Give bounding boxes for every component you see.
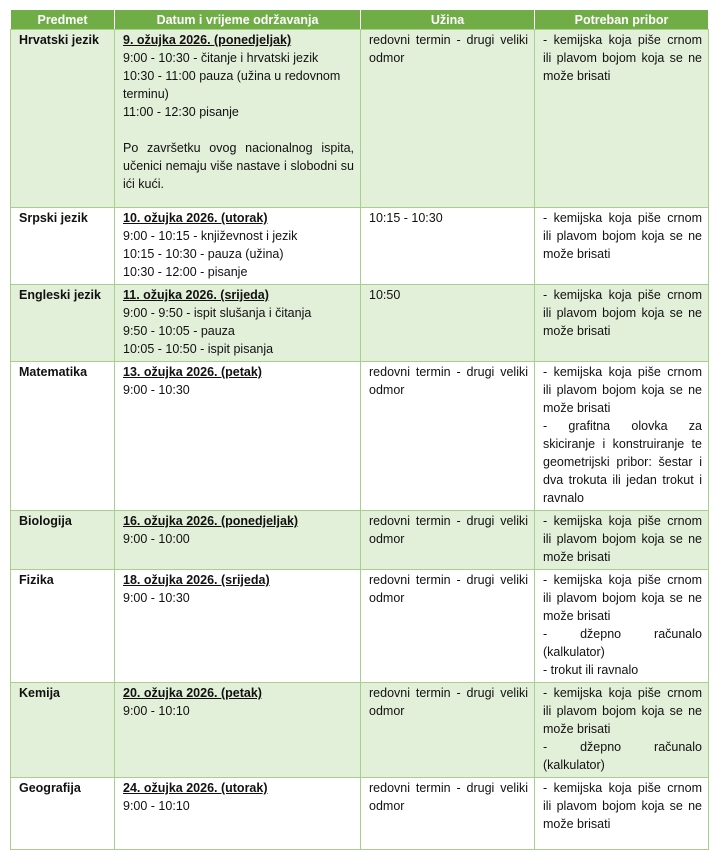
time-slot: 9:00 - 10:30: [123, 383, 190, 397]
lunch-cell: redovni termin - drugi veliki odmor: [361, 511, 535, 570]
table-row: [11, 30, 709, 208]
supplies-cell: [535, 778, 709, 850]
supply-item: - kemijska koja piše crnom ili plavom bojom koja se ne može brisati: [543, 33, 702, 83]
datetime-cell: [115, 570, 361, 683]
supply-item: - kemijska koja piše crnom ili plavom bojom koja se ne može brisati: [543, 686, 702, 736]
table-row: [11, 683, 709, 778]
time-slot: 9:00 - 10:15 - književnost i jezik: [123, 229, 298, 243]
exam-date: 18. ožujka 2026. (srijeda): [123, 573, 270, 587]
supply-item: - kemijska koja piše crnom ili plavom bojom koja se ne može brisati: [543, 211, 702, 261]
header-lunch: Užina: [361, 10, 535, 30]
supplies-cell: [535, 285, 709, 362]
datetime-cell: [115, 778, 361, 850]
time-slot: 9:50 - 10:05 - pauza: [123, 324, 235, 338]
table-row: [11, 778, 709, 850]
supply-item: - kemijska koja piše crnom ili plavom bojom koja se ne može brisati: [543, 573, 702, 623]
subject-cell: Fizika: [11, 570, 115, 683]
datetime-cell: [115, 683, 361, 778]
table-row: [11, 570, 709, 683]
header-supplies: Potreban pribor: [535, 10, 709, 30]
supplies-cell: [535, 683, 709, 778]
datetime-cell: [115, 511, 361, 570]
header-subject: Predmet: [11, 10, 115, 30]
supplies-cell: [535, 570, 709, 683]
datetime-cell: [115, 208, 361, 285]
exam-date: 10. ožujka 2026. (utorak): [123, 211, 268, 225]
time-slot: 10:30 - 11:00 pauza (užina u redovnom terminu): [123, 69, 341, 101]
lunch-cell: 10:15 - 10:30: [361, 208, 535, 285]
time-slot: 10:05 - 10:50 - ispit pisanja: [123, 342, 274, 356]
supply-item: - trokut ili ravnalo: [543, 663, 639, 677]
time-slot: 9:00 - 10:30 - čitanje i hrvatski jezik: [123, 51, 319, 65]
subject-cell: Biologija: [11, 511, 115, 570]
header-datetime: Datum i vrijeme održavanja: [115, 10, 361, 30]
supplies-cell: [535, 30, 709, 208]
time-slot: 9:00 - 10:10: [123, 799, 190, 813]
supplies-cell: [535, 208, 709, 285]
subject-cell: Matematika: [11, 362, 115, 511]
lunch-cell: redovni termin - drugi veliki odmor: [361, 30, 535, 208]
time-slot: 9:00 - 10:00: [123, 532, 190, 546]
time-slot: 11:00 - 12:30 pisanje: [123, 105, 239, 119]
exam-date: 16. ožujka 2026. (ponedjeljak): [123, 514, 299, 528]
supply-item: - kemijska koja piše crnom ili plavom bojom koja se ne može brisati: [543, 288, 702, 338]
supplies-cell: [535, 362, 709, 511]
exam-date: 11. ožujka 2026. (srijeda): [123, 288, 269, 302]
exam-date: 24. ožujka 2026. (utorak): [123, 781, 268, 795]
subject-cell: Geografija: [11, 778, 115, 850]
table-row: [11, 208, 709, 285]
lunch-cell: redovni termin - drugi veliki odmor: [361, 570, 535, 683]
subject-cell: Srpski jezik: [11, 208, 115, 285]
table-row: [11, 511, 709, 570]
supply-item: - kemijska koja piše crnom ili plavom bojom koja se ne može brisati: [543, 514, 702, 564]
exam-schedule-table: [10, 9, 709, 850]
datetime-cell: [115, 285, 361, 362]
exam-date: 13. ožujka 2026. (petak): [123, 365, 262, 379]
supply-item: - džepno računalo (kalkulator): [543, 740, 702, 772]
table-row: [11, 362, 709, 511]
lunch-cell: redovni termin - drugi veliki odmor: [361, 362, 535, 511]
supply-item: - grafitna olovka za skiciranje i konstruiranje te geometrijski pribor: šestar i dva trokuta ili jedan trokut i ravnalo: [543, 419, 702, 505]
time-slot: 9:00 - 10:10: [123, 704, 190, 718]
header-row: [11, 10, 709, 30]
time-slot: 10:15 - 10:30 - pauza (užina): [123, 247, 284, 261]
time-slot: 10:30 - 12:00 - pisanje: [123, 265, 248, 279]
lunch-cell: redovni termin - drugi veliki odmor: [361, 683, 535, 778]
lunch-cell: redovni termin - drugi veliki odmor: [361, 778, 535, 850]
exam-date: 9. ožujka 2026. (ponedjeljak): [123, 33, 292, 47]
datetime-cell: [115, 30, 361, 208]
subject-cell: Kemija: [11, 683, 115, 778]
supplies-cell: [535, 511, 709, 570]
supply-item: - džepno računalo (kalkulator): [543, 627, 702, 659]
supply-item: - kemijska koja piše crnom ili plavom bojom koja se ne može brisati: [543, 781, 702, 831]
lunch-cell: 10:50: [361, 285, 535, 362]
exam-note: Po završetku ovog nacionalnog ispita, učenici nemaju više nastave i slobodni su ići kući.: [123, 141, 354, 191]
exam-date: 20. ožujka 2026. (petak): [123, 686, 262, 700]
subject-cell: Hrvatski jezik: [11, 30, 115, 208]
time-slot: 9:00 - 9:50 - ispit slušanja i čitanja: [123, 306, 312, 320]
subject-cell: Engleski jezik: [11, 285, 115, 362]
spacer: [123, 121, 354, 139]
time-slot: 9:00 - 10:30: [123, 591, 190, 605]
datetime-cell: [115, 362, 361, 511]
table-row: [11, 285, 709, 362]
supply-item: - kemijska koja piše crnom ili plavom bojom koja se ne može brisati: [543, 365, 702, 415]
